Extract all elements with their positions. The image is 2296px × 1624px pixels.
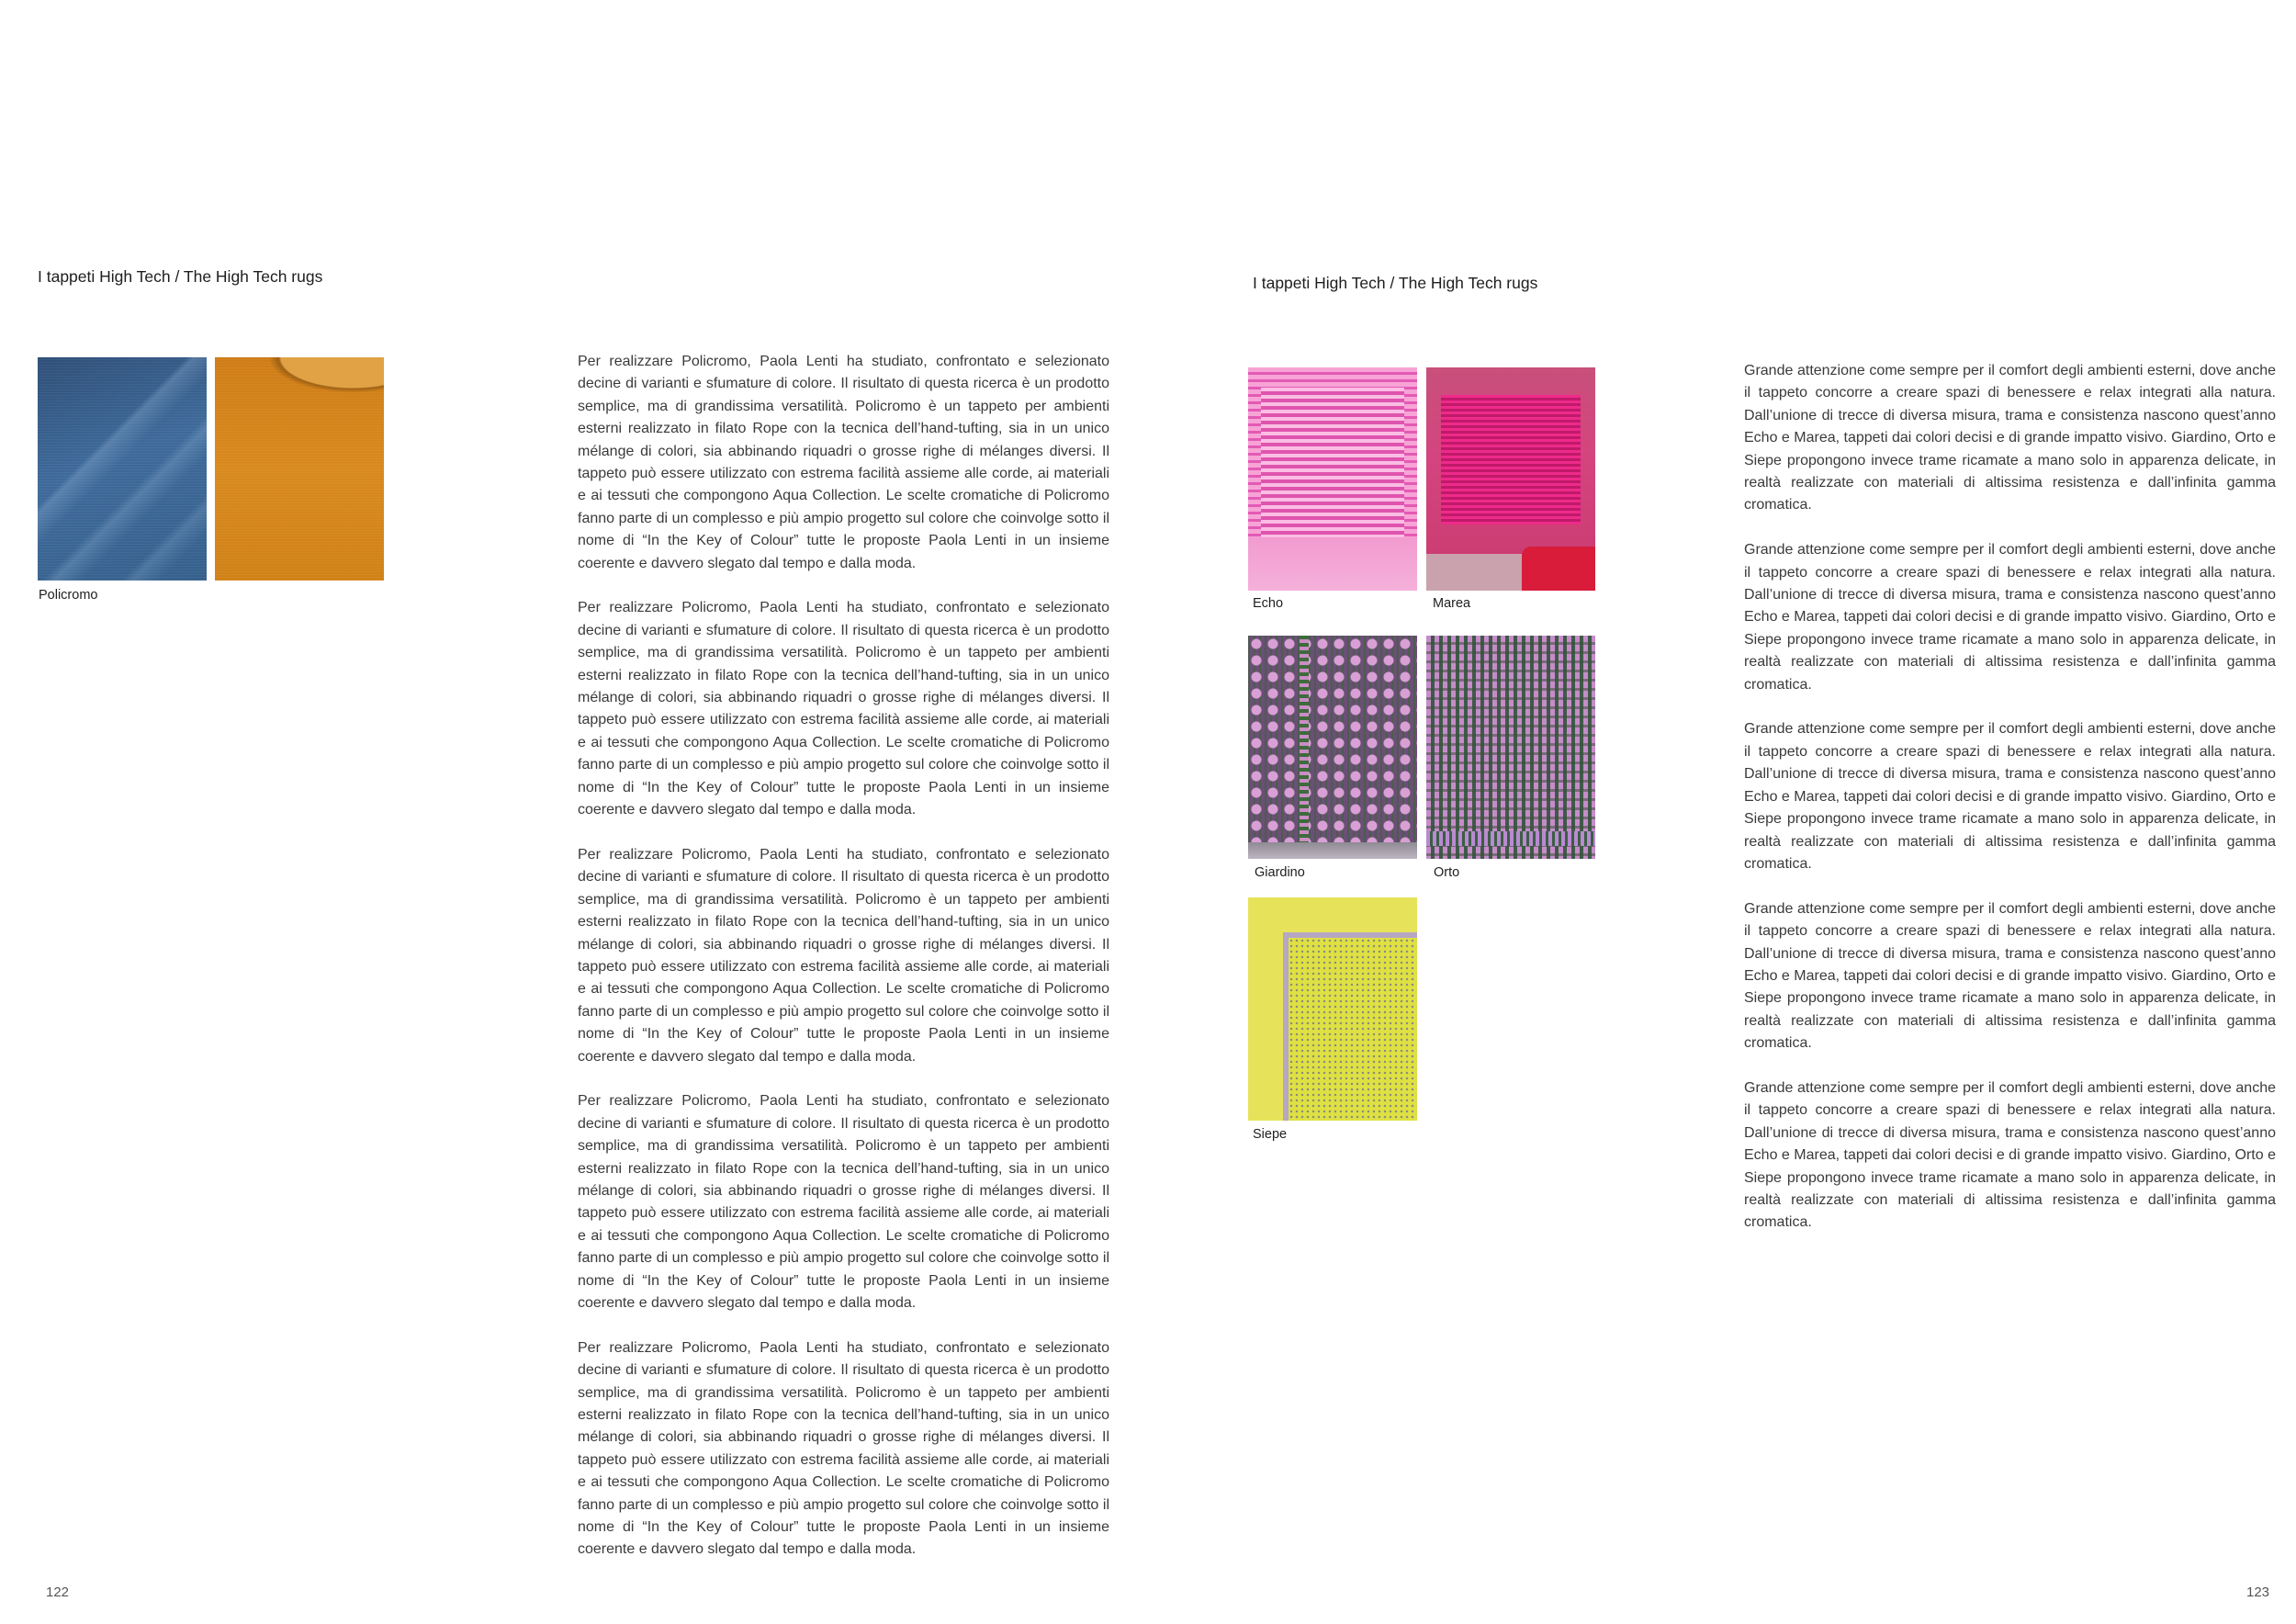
echo-rug-photo [1248,367,1417,591]
orto-rug-photo [1426,636,1595,859]
photo-caption-marea: Marea [1433,596,1471,611]
photo-caption-policromo: Policromo [39,588,98,603]
photo-caption-giardino: Giardino [1255,865,1305,880]
siepe-rug-weave [1283,932,1417,1121]
giardino-rug-border [1300,636,1309,859]
paragraph: Grande attenzione come sempre per il comfort degli ambienti esterni, dove anche il tappeto concorre a creare spazi di benessere e relax integrati alla natura. Dall’unione di trecce di diversa misura, trama e consistenza nascono quest’anno Echo e Marea, tappeti dai colori decisi e di grande impatto visivo. Giardino, Orto e Siepe propongono invece trame ricamate a mano solo in apparenza delicate, in realtà realizzate con materiali di altissima resistenza e dall’infinita gamma cromatica. [1744,1079,2276,1231]
page-number: 122 [46,1585,70,1600]
marea-red-chair [1522,547,1595,591]
echo-rug-weave [1261,388,1404,537]
paragraph: Per realizzare Policromo, Paola Lenti ha studiato, confrontato e selezionato decine di varianti e sfumature di colore. Il risultato di questa ricerca è un prodotto semplice, ma di grandissima versatilità. Policromo è un tappeto per ambienti esterni realizzato in filato Rope con la tecnica dell’hand-tufting, sia in un unico mélange di colori, sia abbinando riquadri o grosse righe di mélanges diversi. Il tappeto può essere utilizzato con estrema facilità assieme alle corde, ai materiali e ai tessuti che compongono Aqua Collection. Le scelte cromatiche di Policromo fanno parte di un complesso e più ampio progetto sul colore che coinvolge sotto il nome di “In the Key of Colour” tutte le proposte Paola Lenti in un insieme coerente e davvero slegato dal tempo e dalla moda. [578,846,1109,1065]
paragraph: Grande attenzione come sempre per il comfort degli ambienti esterni, dove anche il tappeto concorre a creare spazi di benessere e relax integrati alla natura. Dall’unione di trecce di diversa misura, trama e consistenza nascono quest’anno Echo e Marea, tappeti dai colori decisi e di grande impatto visivo. Giardino, Orto e Siepe propongono invece trame ricamate a mano solo in apparenza delicate, in realtà realizzate con materiali di altissima resistenza e dall’infinita gamma cromatica. [1744,542,2276,693]
policromo-blue-rug-photo [38,357,207,581]
photo-caption-echo: Echo [1253,596,1284,611]
paragraph: Per realizzare Policromo, Paola Lenti ha studiato, confrontato e selezionato decine di varianti e sfumature di colore. Il risultato di questa ricerca è un prodotto semplice, ma di grandissima versatilità. Policromo è un tappeto per ambienti esterni realizzato in filato Rope con la tecnica dell’hand-tufting, sia in un unico mélange di colori, sia abbinando riquadri o grosse righe di mélanges diversi. Il tappeto può essere utilizzato con estrema facilità assieme alle corde, ai materiali e ai tessuti che compongono Aqua Collection. Le scelte cromatiche di Policromo fanno parte di un complesso e più ampio progetto sul colore che coinvolge sotto il nome di “In the Key of Colour” tutte le proposte Paola Lenti in un insieme coerente e davvero slegato dal tempo e dalla moda. [578,1339,1109,1558]
paragraph: Grande attenzione come sempre per il comfort degli ambienti esterni, dove anche il tappeto concorre a creare spazi di benessere e relax integrati alla natura. Dall’unione di trecce di diversa misura, trama e consistenza nascono quest’anno Echo e Marea, tappeti dai colori decisi e di grande impatto visivo. Giardino, Orto e Siepe propongono invece trame ricamate a mano solo in apparenza delicate, in realtà realizzate con materiali di altissima resistenza e dall’infinita gamma cromatica. [1744,721,2276,872]
paragraph: Grande attenzione come sempre per il comfort degli ambienti esterni, dove anche il tappeto concorre a creare spazi di benessere e relax integrati alla natura. Dall’unione di trecce di diversa misura, trama e consistenza nascono quest’anno Echo e Marea, tappeti dai colori decisi e di grande impatto visivo. Giardino, Orto e Siepe propongono invece trame ricamate a mano solo in apparenza delicate, in realtà realizzate con materiali di altissima resistenza e dall’infinita gamma cromatica. [1744,363,2276,513]
giardino-rug-edge [1248,842,1417,859]
giardino-rug-photo [1248,636,1417,859]
paragraph: Per realizzare Policromo, Paola Lenti ha studiato, confrontato e selezionato decine di varianti e sfumature di colore. Il risultato di questa ricerca è un prodotto semplice, ma di grandissima versatilità. Policromo è un tappeto per ambienti esterni realizzato in filato Rope con la tecnica dell’hand-tufting, sia in un unico mélange di colori, sia abbinando riquadri o grosse righe di mélanges diversi. Il tappeto può essere utilizzato con estrema facilità assieme alle corde, ai materiali e ai tessuti che compongono Aqua Collection. Le scelte cromatiche di Policromo fanno parte di un complesso e più ampio progetto sul colore che coinvolge sotto il nome di “In the Key of Colour” tutte le proposte Paola Lenti in un insieme coerente e davvero slegato dal tempo e dalla moda. [578,600,1109,818]
photo-caption-orto: Orto [1434,865,1460,880]
body-text-column-left [578,351,1109,1584]
section-title: I tappeti High Tech / The High Tech rugs [38,267,323,286]
paragraph: Grande attenzione come sempre per il comfort degli ambienti esterni, dove anche il tappeto concorre a creare spazi di benessere e relax integrati alla natura. Dall’unione di trecce di diversa misura, trama e consistenza nascono quest’anno Echo e Marea, tappeti dai colori decisi e di grande impatto visivo. Giardino, Orto e Siepe propongono invece trame ricamate a mano solo in apparenza delicate, in realtà realizzate con materiali di altissima resistenza e dall’infinita gamma cromatica. [1744,900,2276,1052]
echo-rug-wall [1248,537,1417,591]
marea-rug-weave [1441,395,1581,524]
paragraph: Per realizzare Policromo, Paola Lenti ha studiato, confrontato e selezionato decine di varianti e sfumature di colore. Il risultato di questa ricerca è un prodotto semplice, ma di grandissima versatilità. Policromo è un tappeto per ambienti esterni realizzato in filato Rope con la tecnica dell’hand-tufting, sia in un unico mélange di colori, sia abbinando riquadri o grosse righe di mélanges diversi. Il tappeto può essere utilizzato con estrema facilità assieme alle corde, ai materiali e ai tessuti che compongono Aqua Collection. Le scelte cromatiche di Policromo fanno parte di un complesso e più ampio progetto sul colore che coinvolge sotto il nome di “In the Key of Colour” tutte le proposte Paola Lenti in un insieme coerente e davvero slegato dal tempo e dalla moda. [578,1093,1109,1312]
section-title: I tappeti High Tech / The High Tech rugs [1253,274,1538,292]
body-text-column-right [1744,360,2276,1257]
page-number: 123 [2246,1585,2270,1600]
siepe-rug-photo [1248,897,1417,1121]
marea-rug-photo [1426,367,1595,591]
policromo-orange-rug-photo [215,357,384,581]
photo-caption-siepe: Siepe [1253,1127,1288,1142]
paragraph: Per realizzare Policromo, Paola Lenti ha studiato, confrontato e selezionato decine di varianti e sfumature di colore. Il risultato di questa ricerca è un prodotto semplice, ma di grandissima versatilità. Policromo è un tappeto per ambienti esterni realizzato in filato Rope con la tecnica dell’hand-tufting, sia in un unico mélange di colori, sia abbinando riquadri o grosse righe di mélanges diversi. Il tappeto può essere utilizzato con estrema facilità assieme alle corde, ai materiali e ai tessuti che compongono Aqua Collection. Le scelte cromatiche di Policromo fanno parte di un complesso e più ampio progetto sul colore che coinvolge sotto il nome di “In the Key of Colour” tutte le proposte Paola Lenti in un insieme coerente e davvero slegato dal tempo e dalla moda. [578,354,1109,571]
orto-rug-grid [1426,636,1595,859]
orto-rug-border [1426,831,1595,846]
right-page [1148,0,2296,1624]
